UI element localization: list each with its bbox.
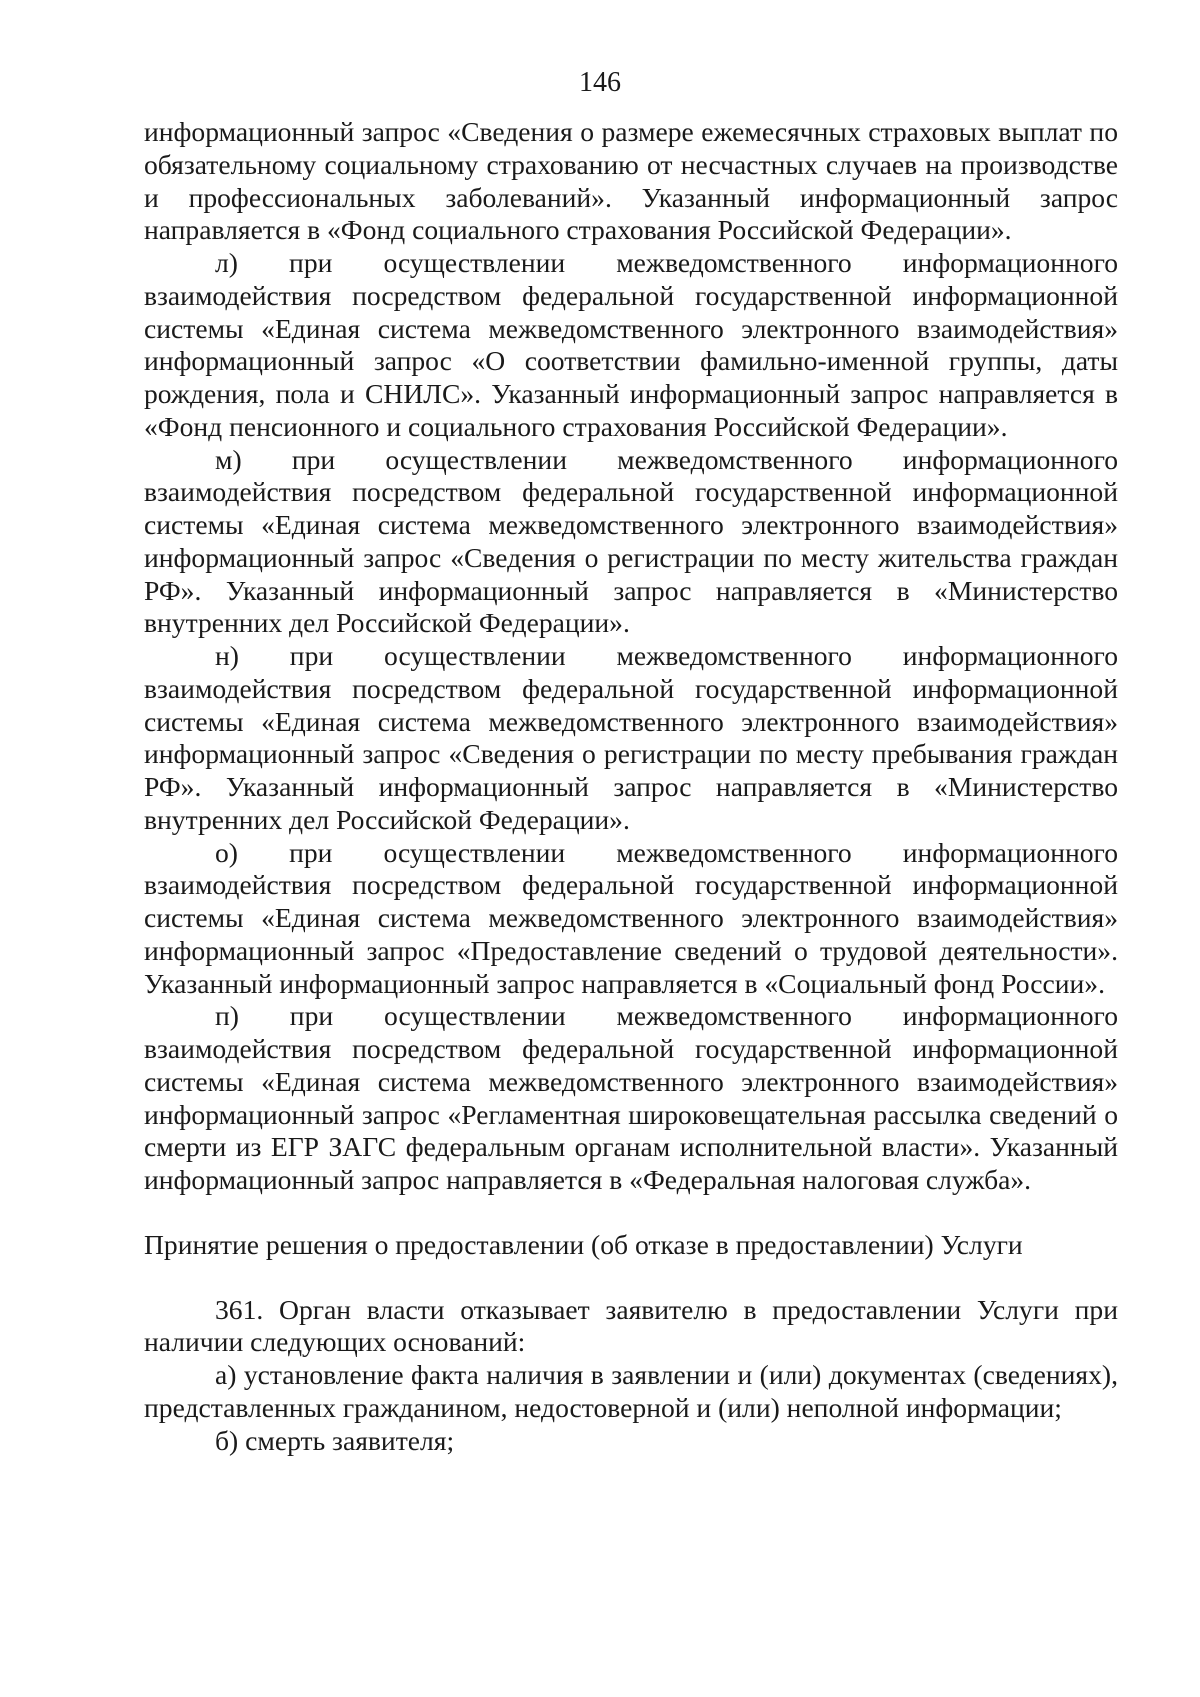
paragraph-continuation: информационный запрос «Сведения о размере ежемесячных страховых выплат по обязательному социальному страхованию от несчастных случаев на производстве и профессиональных заболеваний». Указанный информационный запрос направляется в «Фонд социального страхования Российской Федерации». bbox=[144, 116, 1118, 246]
paragraph-item-a: а) установление факта наличия в заявлении и (или) документах (сведениях), представленных гражданином, недостоверной и (или) неполной информации; bbox=[144, 1359, 1118, 1423]
paragraph-361: 361. Орган власти отказывает заявителю в предоставлении Услуги при наличии следующих оснований: bbox=[144, 1293, 1118, 1358]
paragraph-item-n: н) при осуществлении межведомственного информационного взаимодействия посредством федеральной государственной информационной системы «Единая система межведомственного электронного взаимодействия» информационный запрос «Сведения о регистрации по месту пребывания граждан РФ». Указанный информационный запрос направляется в «Министерство внутренних дел Российской Федерации». bbox=[144, 640, 1118, 835]
paragraph-item-m: м) при осуществлении межведомственного информационного взаимодействия посредством федеральной государственной информационной системы «Единая система межведомственного электронного взаимодействия» информационный запрос «Сведения о регистрации по месту жительства граждан РФ». Указанный информационный запрос направляется в «Министерство внутренних дел Российской Федерации». bbox=[144, 443, 1118, 639]
section-heading: Принятие решения о предоставлении (об отказе в предоставлении) Услуги bbox=[144, 1228, 1023, 1260]
paragraph-item-p: п) при осуществлении межведомственного информационного взаимодействия посредством федеральной государственной информационной системы «Единая система межведомственного электронного взаимодействия» информационный запрос «Регламентная широковещательная рассылка сведений о смерти из ЕГР ЗАГС федеральным органам исполнительной власти». Указанный информационный запрос направляется в «Федеральная налоговая служба». bbox=[144, 1000, 1118, 1195]
page-number: 146 bbox=[579, 67, 621, 98]
paragraph-item-b: б) смерть заявителя; bbox=[215, 1424, 455, 1456]
paragraph-item-l: л) при осуществлении межведомственного информационного взаимодействия посредством федеральной государственной информационной системы «Единая система межведомственного электронного взаимодействия» информационный запрос «О соответствии фамильно-именной группы, даты рождения, пола и СНИЛС». Указанный информационный запрос направляется в «Фонд пенсионного и социального страхования Российской Федерации». bbox=[144, 247, 1118, 442]
document-body bbox=[144, 116, 1118, 1457]
paragraph-item-o: о) при осуществлении межведомственного информационного взаимодействия посредством федеральной государственной информационной системы «Единая система межведомственного электронного взаимодействия» информационный запрос «Предоставление сведений о трудовой деятельности». Указанный информационный запрос направляется в «Социальный фонд России». bbox=[144, 836, 1118, 999]
